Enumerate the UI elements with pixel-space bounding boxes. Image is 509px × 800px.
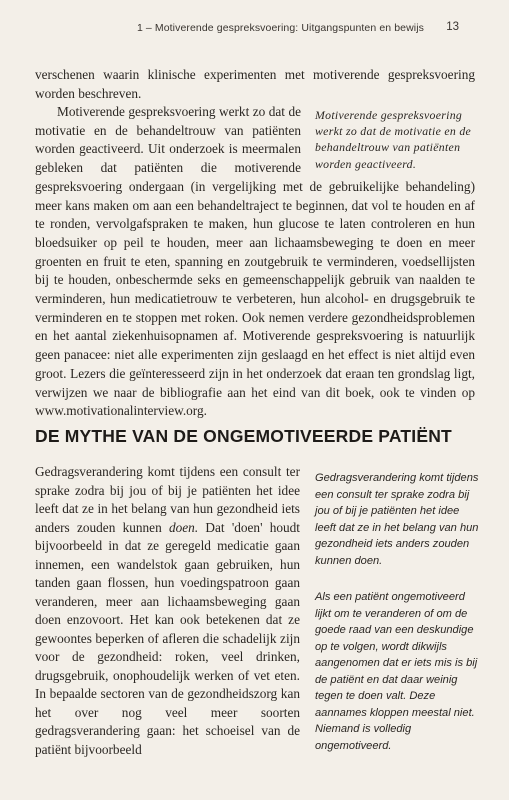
section-paragraph	[35, 463, 300, 759]
intro-first-line: verschenen waarin klinische experimenten met motiverende gespreksvoering worden beschreven.	[35, 67, 475, 101]
intro-continuation	[35, 66, 475, 103]
section-body	[35, 463, 300, 759]
page-number: 13	[446, 21, 459, 33]
intro-pullquote: Motiverende gespreksvoering werkt zo dat de motivatie en de behandeltrouw van patiënten worden geactiveerd.	[315, 108, 472, 171]
section-margin-notes	[315, 470, 480, 774]
section-paragraph-part-1: Gedragsverandering komt tijdens een consult ter sprake zodra bij jou of bij je patiënten het idee leeft dat ze in het belang van hun gezondheid iets anders zouden kunnen	[35, 464, 300, 535]
section-heading: DE MYTHE VAN DE ONGEMOTIVEERDE PATIËNT	[35, 426, 452, 446]
intro-paragraph: Motiverende gespreksvoering werkt zo dat de motivatie en de behandeltrouw van patiënten worden geactiveerd. Uit onderzoek is meermalen gebleken dat patiënten die motiverende gespreksvoering ondergaan (in vergelijking met de gebruikelijke behandeling) meer kans maken om aan een behandeltraject te beginnen, dat vol te houden en af te ronden, vervolgafspraken te maken, hun glucose te laten controleren en hun bloedsuiker op peil te houden, meer aan lichaamsbeweging te doen en meer groenten en fruit te eten, spanning en zoutgebruik te verminderen, voedsellijsten bij te houden, onbeschermde seks en gemeenschappelijk gebruik van naalden te verminderen, hun medicatietrouw te verbeteren, hun alcohol- en drugsgebruik te verminderen en te stoppen met roken. Ook nemen verdere gezondheidsproblemen en het aantal ziekenhuisopnamen af. Motiverende gespreksvoering is natuurlijk geen panacee: niet alle experimenten zijn geslaagd en het effect is niet altijd even groot. Lezers die geïnteresseerd zijn in het onderzoek dat eraan ten grondslag ligt, verwijzen we naar de bibliografie aan het eind van dit boek, ook te vinden op www.motivationalinterview.org.	[35, 104, 475, 419]
margin-note-2: Als een patiënt ongemotiveerd lijkt om te veranderen of om de goede raad van een deskundige op te volgen, wordt dikwijls aangenomen dat er iets mis is bij de patiënt en dat daar weinig tegen te doen valt. Deze aannames kloppen meestal niet. Niemand is volledig ongemotiveerd.	[315, 591, 478, 752]
running-head-title: 1 – Motiverende gespreksvoering: Uitgangspunten en bewijs	[136, 22, 424, 34]
running-head	[0, 22, 509, 38]
intro-section	[35, 103, 475, 421]
section-paragraph-part-2: Dat 'doen' houdt bijvoorbeeld in dat ze geregeld medicatie gaan innemen, een wandelstok gaan gebruiken, hun tanden gaan flossen, hun voedingspatroon gaan veranderen, meer aan lichaamsbeweging gaan doen enzovoort. Het kan ook betekenen dat ze gewoontes beperken of afleren die schadelijk zijn voor de gezondheid: roken, veel drinken, drugsgebruik, onophoudelijk werken of vet eten. In bepaalde sectoren van de gezondheidszorg kan het over nog veel meer soorten gedragsverandering gaan: het schoeisel van de patiënt bijvoorbeeld	[35, 519, 300, 757]
section-paragraph-emphasis: doen.	[168, 519, 199, 535]
margin-note-1: Gedragsverandering komt tijdens een consult ter sprake zodra bij jou of bij je patiënten het idee leeft dat ze in het belang van hun gezondheid iets anders zouden kunnen doen.	[315, 472, 479, 567]
